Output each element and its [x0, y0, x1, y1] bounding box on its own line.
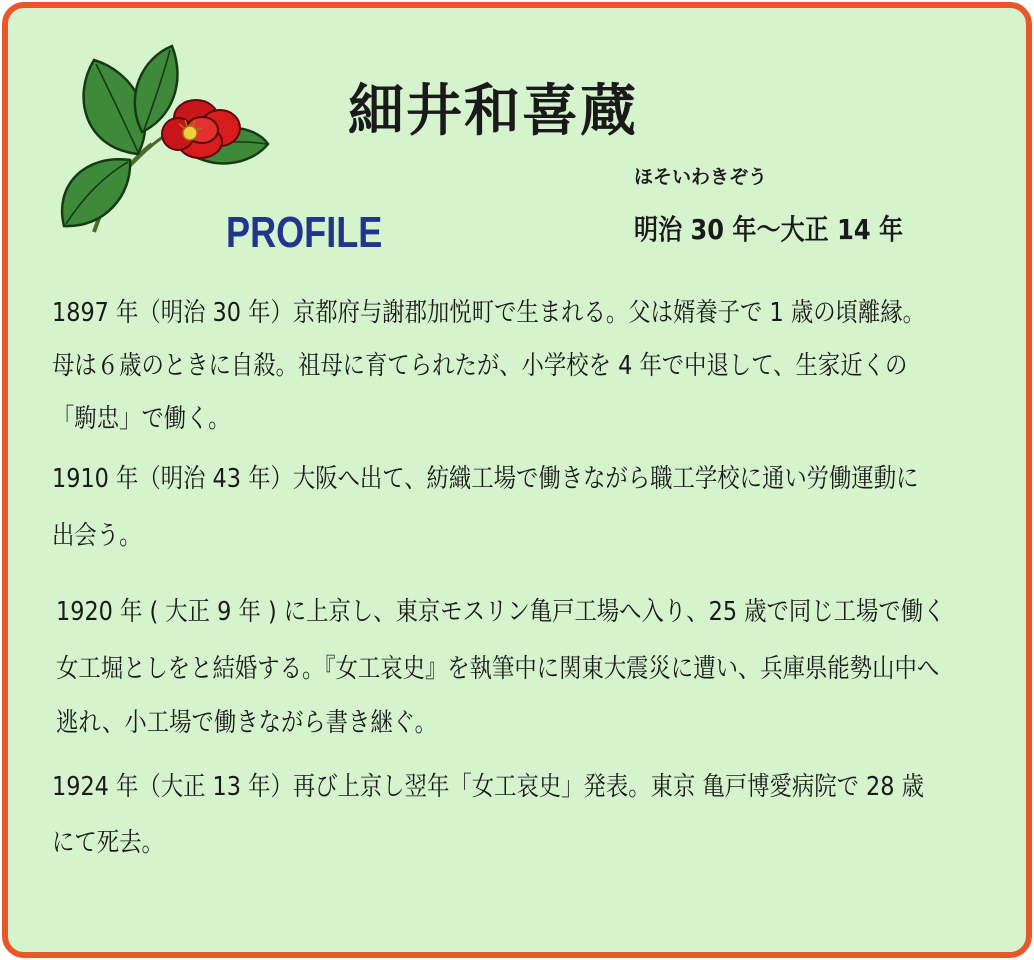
bio-line: 1897 年（明治 30 年）京都府与謝郡加悦町で生まれる。父は婿養子で 1 歳の頃離縁。	[52, 298, 926, 328]
name-reading: ほそいわきぞう	[634, 166, 768, 188]
bio-line: 逃れ、小工場で働きながら書き継ぐ。	[56, 708, 438, 738]
bio-line: 1910 年（明治 43 年）大阪へ出て、紡織工場で働きながら職工学校に通い労働運動に	[52, 464, 919, 494]
bio-line: 1924 年（大正 13 年）再び上京し翌年「女工哀史」発表。東京 亀戸博愛病院で 28 歳	[52, 772, 924, 802]
bio-line: 「駒忠」で働く。	[52, 404, 231, 434]
person-name: 細井和喜蔵	[348, 79, 638, 144]
bio-line: 1920 年 ( 大正 9 年 ) に上京し、東京モスリン亀戸工場へ入り、25 歳で同じ工場で働く	[56, 597, 946, 627]
bio-line: 母は６歳のときに自殺。祖母に育てられたが、小学校を 4 年で中退して、生家近くの	[52, 351, 908, 381]
profile-label: PROFILE	[226, 208, 383, 257]
bio-line: 出会う。	[52, 521, 142, 551]
bio-line: 女工堀としをと結婚する。『女工哀史』を執筆中に関東大震災に遭い、兵庫県能勢山中へ	[56, 654, 940, 684]
life-years: 明治 30 年〜大正 14 年	[634, 213, 904, 246]
profile-card	[2, 2, 1032, 958]
bio-line: にて死去。	[52, 828, 164, 858]
